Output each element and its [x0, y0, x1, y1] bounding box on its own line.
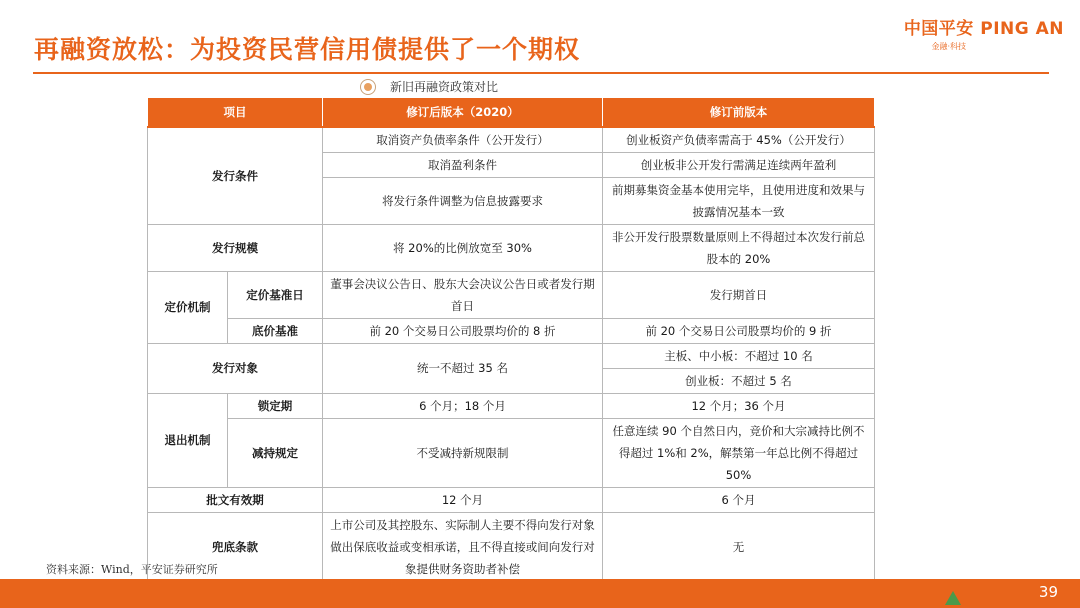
cell-new: 12 个月: [323, 487, 603, 512]
row-sublabel-reduction: 减持规定: [228, 418, 323, 487]
footer-bar: [0, 579, 1080, 608]
row-sublabel-lock-period: 锁定期: [228, 393, 323, 418]
source-note: 资料来源：Wind，平安证券研究所: [46, 563, 218, 576]
cell-old: 创业板非公开发行需满足连续两年盈利: [603, 152, 875, 177]
row-label-validity: 批文有效期: [148, 487, 323, 512]
row-label-exit: 退出机制: [148, 393, 228, 487]
caption-text: 新旧再融资政策对比: [390, 80, 499, 94]
cell-new: 不受减持新规限制: [323, 418, 603, 487]
table-header-row: [148, 98, 875, 127]
cell-new: 统一不超过 35 名: [323, 343, 603, 393]
cell-old: 主板、中小板：不超过 10 名: [603, 343, 875, 368]
table-row: [148, 343, 875, 368]
row-label-pricing: 定价机制: [148, 271, 228, 343]
row-sublabel-base-date: 定价基准日: [228, 271, 323, 318]
cell-new: 将发行条件调整为信息披露要求: [323, 177, 603, 224]
cell-new: 将 20%的比例放宽至 30%: [323, 224, 603, 271]
cell-old: 6 个月: [603, 487, 875, 512]
cell-new: 上市公司及其控股东、实际制人主要不得向发行对象做出保底收益或变相承诺，且不得直接或间向发行对象提供财务资助者补偿: [323, 512, 603, 581]
tree-logo-icon: [945, 591, 961, 605]
table-row: [148, 318, 875, 343]
cell-new: 董事会决议公告日、股东大会决议公告日或者发行期首日: [323, 271, 603, 318]
company-logo: [904, 14, 1064, 52]
header-old-version: 修订前版本: [603, 98, 875, 127]
cell-old: 前期募集资金基本使用完毕，且使用进度和效果与披露情况基本一致: [603, 177, 875, 224]
cell-old: 无: [603, 512, 875, 581]
table-row: [148, 393, 875, 418]
table-caption: [360, 78, 498, 95]
cell-old: 创业板：不超过 5 名: [603, 368, 875, 393]
page-number: 39: [1038, 583, 1058, 601]
row-label-backstop: 兜底条款: [148, 512, 323, 581]
cell-new: 前 20 个交易日公司股票均价的 8 折: [323, 318, 603, 343]
policy-comparison-table: [147, 97, 875, 582]
header-item: 项目: [148, 98, 323, 127]
table-row: [148, 271, 875, 318]
cell-old: 12 个月；36 个月: [603, 393, 875, 418]
table-row: [148, 418, 875, 487]
table-row: [148, 487, 875, 512]
cell-old: 发行期首日: [603, 271, 875, 318]
row-label-issue-scale: 发行规模: [148, 224, 323, 271]
cell-old: 创业板资产负债率需高于 45%（公开发行）: [603, 127, 875, 153]
cell-new: 取消盈利条件: [323, 152, 603, 177]
header-new-version: 修订后版本（2020）: [323, 98, 603, 127]
logo-main-text: 中国平安 PING AN: [903, 19, 1064, 39]
cell-old: 任意连续 90 个自然日内，竞价和大宗减持比例不得超过 1%和 2%，解禁第一年总比例不得超过 50%: [603, 418, 875, 487]
cell-old: 非公开发行股票数量原则上不得超过本次发行前总股本的 20%: [603, 224, 875, 271]
table-row: [148, 127, 875, 153]
table-row: [148, 512, 875, 581]
table-row: [148, 224, 875, 271]
row-label-issue-target: 发行对象: [148, 343, 323, 393]
title-divider: [33, 72, 1049, 74]
bullet-circle-icon: [360, 79, 376, 95]
page-title: 再融资放松：为投资民营信用债提供了一个期权: [34, 35, 581, 64]
row-sublabel-floor-price: 底价基准: [228, 318, 323, 343]
cell-new: 取消资产负债率条件（公开发行）: [323, 127, 603, 153]
logo-sub-text: 金融·科技: [931, 42, 966, 51]
cell-new: 6 个月；18 个月: [323, 393, 603, 418]
row-label-issue-conditions: 发行条件: [148, 127, 323, 225]
cell-old: 前 20 个交易日公司股票均价的 9 折: [603, 318, 875, 343]
